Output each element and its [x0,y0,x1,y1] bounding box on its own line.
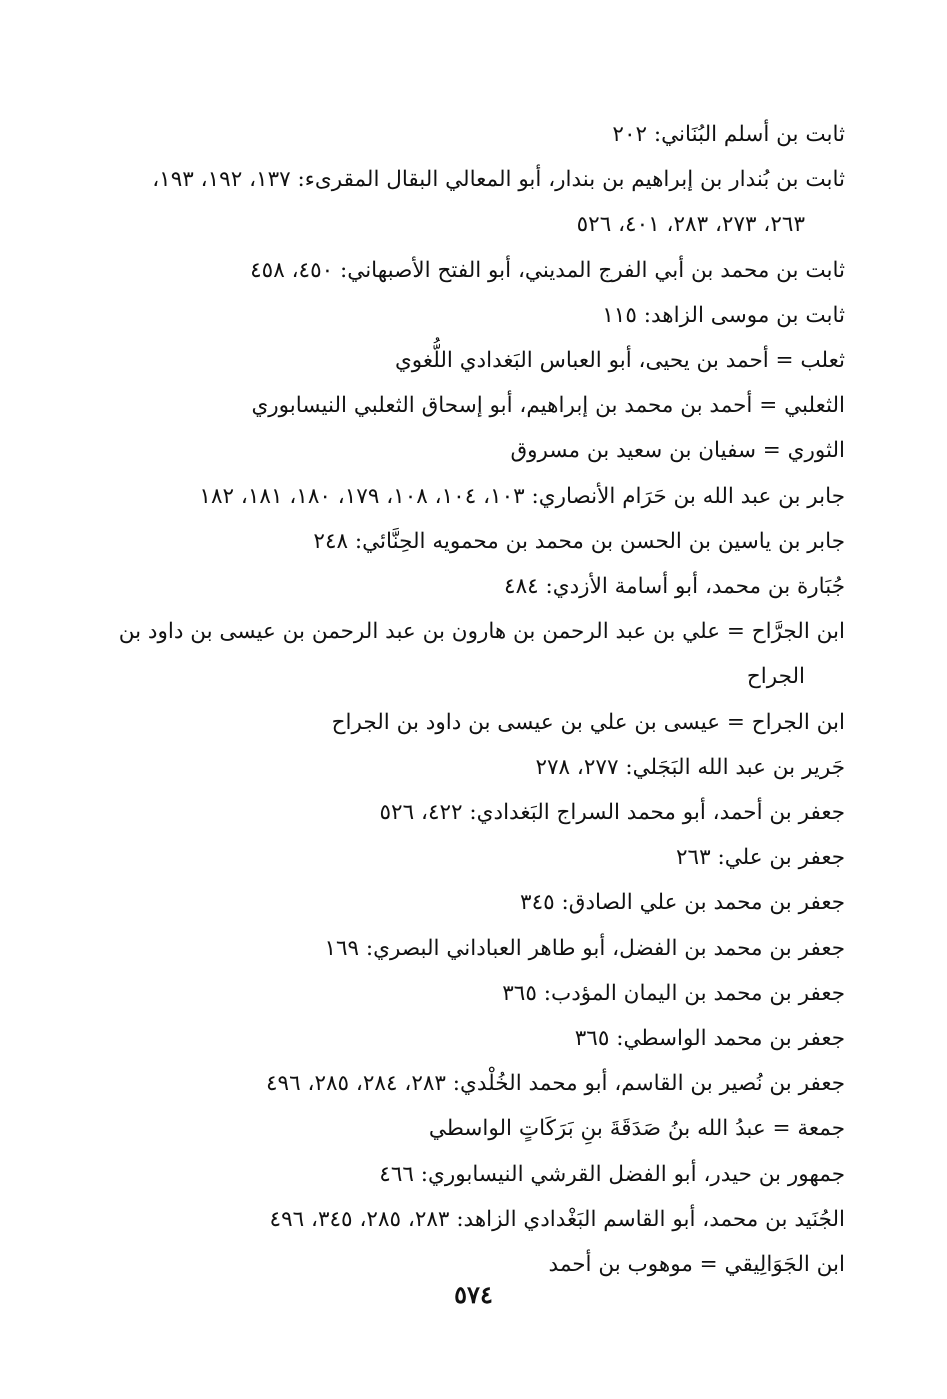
index-entry [115,880,845,925]
index-entry-text: جعفر بن علي: ٢٦٣ [675,845,845,871]
index-entry-text: جابر بن عبد الله بن حَرَام الأنصاري: ١٠٣، ١٠٤، ١٠٨، ١٧٩، ١٨٠، ١٨١، ١٨٢ [199,483,845,509]
index-entry [115,428,845,473]
index-entry [115,609,845,699]
index-entry-text: جعفر بن نُصير بن القاسم، أبو محمد الخُلْدي: ٢٨٣، ٢٨٤، ٢٨٥، ٤٩٦ [266,1071,845,1097]
index-entry-text: جابر بن ياسين بن الحسن بن محمد بن محمويه الحِنَّائي: ٢٤٨ [313,528,845,554]
index-entry [115,338,845,383]
index-entry [115,1197,845,1242]
index-entry [115,293,845,338]
index-entry-text: جعفر بن محمد بن اليمان المؤدب: ٣٦٥ [502,980,845,1006]
index-entry [115,383,845,428]
index-entry-text: جعفر بن محمد بن علي الصادق: ٣٤٥ [520,890,845,916]
index-entry [115,519,845,564]
index-entry [115,112,845,157]
index-entry-text: ثعلب = أحمد بن يحيى، أبو العباس البَغدادي اللُّغوي [394,348,845,374]
page-number: ٥٧٤ [454,1280,493,1309]
index-entry [115,971,845,1016]
index-entry-text: ثابت بن أسلم البُنَاني: ٢٠٢ [612,122,845,147]
index-entry [115,1016,845,1061]
index-entry-text: جَرير بن عبد الله البَجَلي: ٢٧٧، ٢٧٨ [535,754,845,780]
index-entry [115,157,845,247]
index-entry-text: ثابت بن بُندار بن إبراهيم بن بندار، أبو المعالي البقال المقرىء: ١٣٧، ١٩٢، ١٩٣، [152,167,845,193]
index-entry [115,474,845,519]
index-entry-text: جعفر بن أحمد، أبو محمد السراج البَغدادي: ٤٢٢، ٥٢٦ [379,800,845,826]
index-entry-text: ثابت بن موسى الزاهد: ١١٥ [602,302,845,328]
index-entry-text: جعفر بن محمد الواسطي: ٣٦٥ [574,1026,845,1052]
index-entry-text: ابن الجراح = عيسى بن علي بن عيسى بن داود بن الجراح [331,709,845,735]
index-entry-text: جمعة = عبدُ الله بنُ صَدَقَةَ بنِ بَرَكَاتٍ الواسطي [428,1116,845,1142]
index-entry [115,1152,845,1197]
index-entry [115,700,845,745]
index-entry [115,745,845,790]
index-entry-text: الجُنَيد بن محمد، أبو القاسم البَغْدادي الزاهد: ٢٨٣، ٢٨٥، ٣٤٥، ٤٩٦ [269,1206,845,1232]
index-entry [115,1106,845,1151]
index-entry [115,926,845,971]
index-entry [115,248,845,293]
index-entry-continuation: الجراح [746,664,805,690]
index-entry-text: ثابت بن محمد بن أبي الفرج المديني، أبو الفتح الأصبهاني: ٤٥٠، ٤٥٨ [250,257,845,283]
index-entry [115,1061,845,1106]
index-entry-text: ابن الجرَّاح = علي بن عبد الرحمن بن هارون بن عبد الرحمن بن عيسى بن داود بن [118,619,845,645]
index-entry-text: جمهور بن حيدر، أبو الفضل القرشي النيسابوري: ٤٦٦ [379,1161,845,1187]
name-index-list [115,112,845,1287]
index-entry-text: جعفر بن محمد بن الفضل، أبو طاهر العباداني البصري: ١٦٩ [324,935,845,961]
index-entry-text: الثعلبي = أحمد بن محمد بن إبراهيم، أبو إسحاق الثعلبي النيسابوري [251,393,845,419]
index-entry-continuation: ٢٦٣، ٢٧٣، ٢٨٣، ٤٠١، ٥٢٦ [576,212,805,238]
index-entry-text: جُبَارة بن محمد، أبو أسامة الأزدي: ٤٨٤ [504,574,845,600]
index-entry-text: ابن الجَوَالِيقي = موهوب بن أحمد [548,1252,845,1278]
index-entry-text: الثوري = سفيان بن سعيد بن مسروق [510,438,845,464]
index-entry [115,564,845,609]
index-entry [115,790,845,835]
index-entry [115,835,845,880]
